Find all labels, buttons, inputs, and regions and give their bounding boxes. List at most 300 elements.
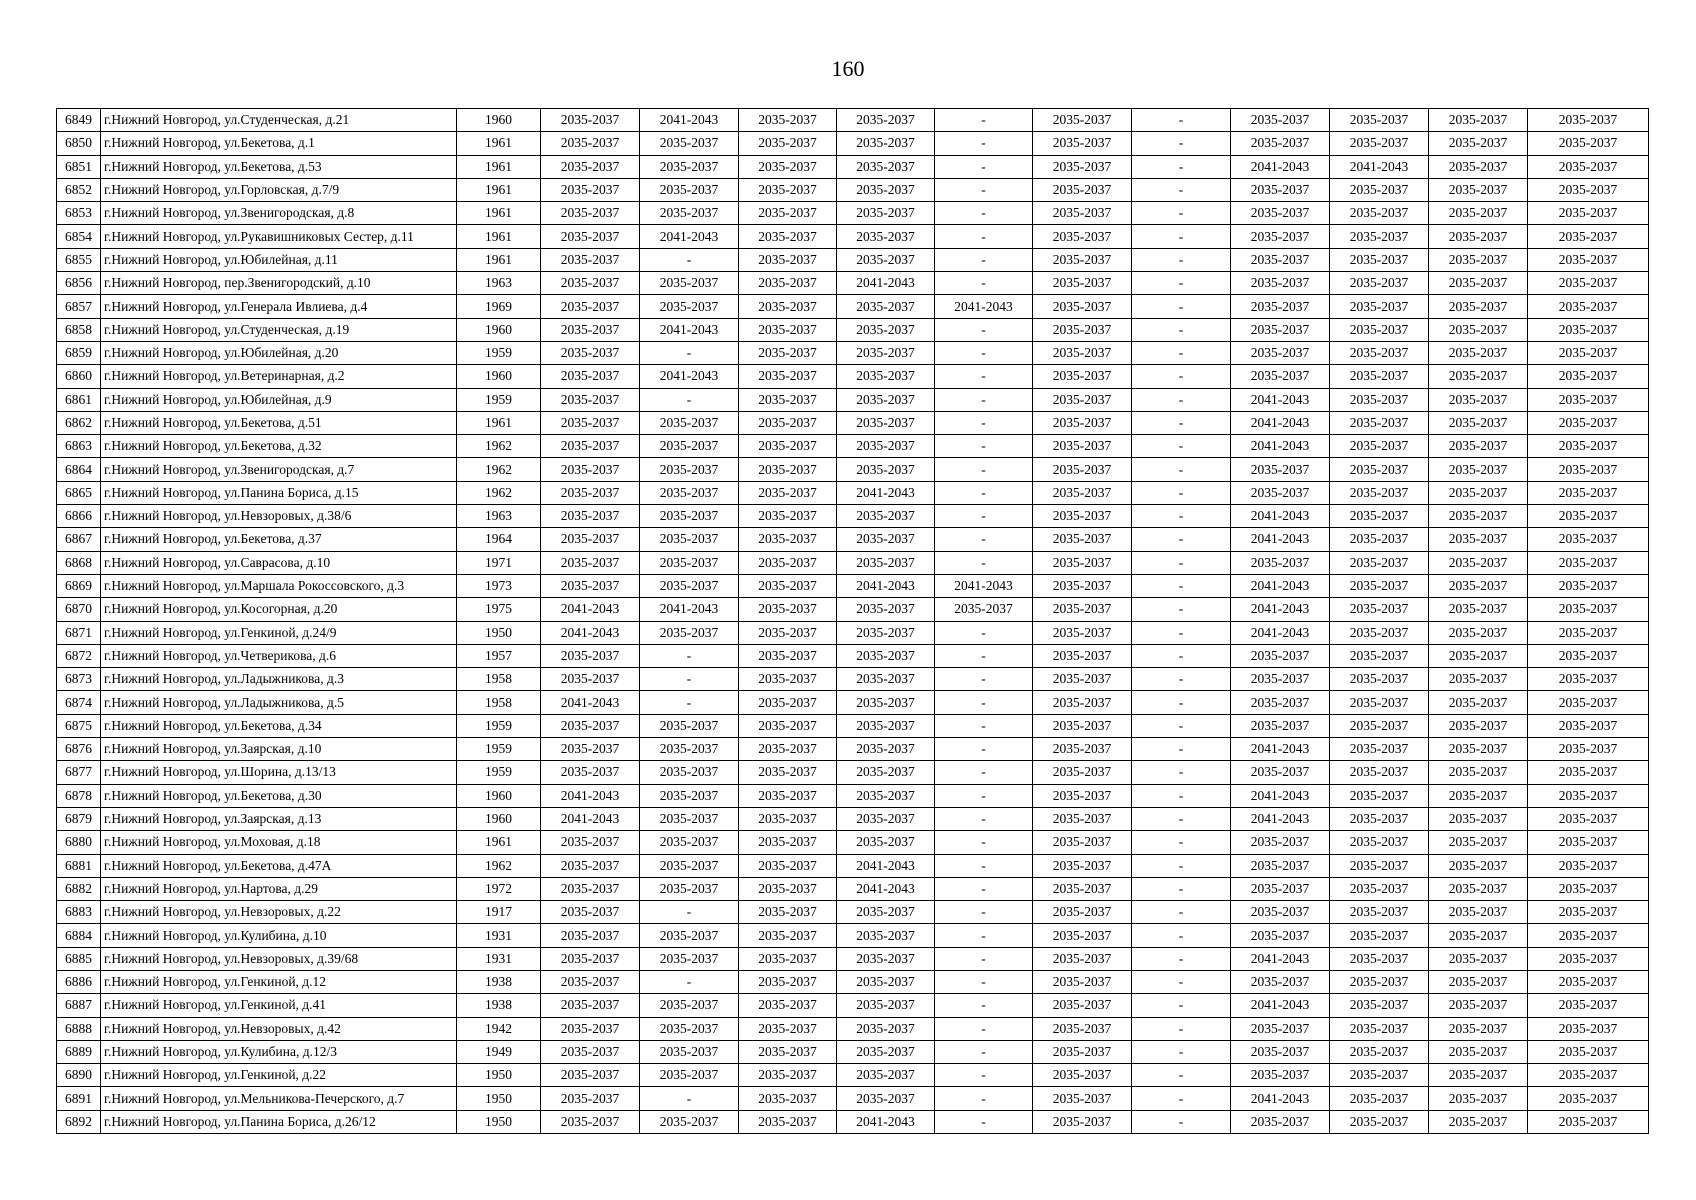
period-cell: 2035-2037 bbox=[640, 295, 739, 318]
row-number-cell: 6855 bbox=[57, 248, 101, 271]
period-cell: 2035-2037 bbox=[739, 1064, 837, 1087]
year-cell: 1961 bbox=[457, 225, 541, 248]
period-cell: 2035-2037 bbox=[1033, 481, 1132, 504]
table-row bbox=[57, 435, 1649, 458]
row-number-cell: 6890 bbox=[57, 1064, 101, 1087]
period-cell: 2035-2037 bbox=[1231, 854, 1330, 877]
period-cell: 2035-2037 bbox=[1429, 621, 1528, 644]
period-cell: 2035-2037 bbox=[1528, 1040, 1649, 1063]
address-cell: г.Нижний Новгород, ул.Рукавишниковых Сестер, д.11 bbox=[101, 225, 457, 248]
period-cell: 2035-2037 bbox=[1429, 225, 1528, 248]
period-cell: 2035-2037 bbox=[1033, 994, 1132, 1017]
address-cell: г.Нижний Новгород, ул.Невзоровых, д.42 bbox=[101, 1017, 457, 1040]
period-cell: 2035-2037 bbox=[837, 621, 935, 644]
year-cell: 1931 bbox=[457, 947, 541, 970]
year-cell: 1960 bbox=[457, 784, 541, 807]
period-cell: - bbox=[1132, 574, 1231, 597]
address-cell: г.Нижний Новгород, ул.Генкиной, д.41 bbox=[101, 994, 457, 1017]
period-cell: 2035-2037 bbox=[1231, 109, 1330, 132]
table-row bbox=[57, 691, 1649, 714]
period-cell: 2035-2037 bbox=[739, 295, 837, 318]
period-cell: 2035-2037 bbox=[1330, 178, 1429, 201]
address-cell: г.Нижний Новгород, ул.Косогорная, д.20 bbox=[101, 598, 457, 621]
year-cell: 1959 bbox=[457, 388, 541, 411]
address-cell: г.Нижний Новгород, ул.Генкиной, д.22 bbox=[101, 1064, 457, 1087]
row-number-cell: 6875 bbox=[57, 714, 101, 737]
table-row bbox=[57, 854, 1649, 877]
year-cell: 1950 bbox=[457, 1064, 541, 1087]
period-cell: 2035-2037 bbox=[640, 621, 739, 644]
period-cell: 2035-2037 bbox=[1429, 505, 1528, 528]
period-cell: 2041-2043 bbox=[640, 318, 739, 341]
row-number-cell: 6857 bbox=[57, 295, 101, 318]
period-cell: 2035-2037 bbox=[640, 1110, 739, 1133]
period-cell: 2041-2043 bbox=[1231, 505, 1330, 528]
period-cell: - bbox=[1132, 155, 1231, 178]
period-cell: 2035-2037 bbox=[1330, 272, 1429, 295]
year-cell: 1959 bbox=[457, 341, 541, 364]
period-cell: 2035-2037 bbox=[541, 411, 640, 434]
period-cell: - bbox=[935, 854, 1033, 877]
table-row bbox=[57, 341, 1649, 364]
period-cell: 2035-2037 bbox=[541, 761, 640, 784]
year-cell: 1961 bbox=[457, 155, 541, 178]
period-cell: - bbox=[935, 668, 1033, 691]
period-cell: 2041-2043 bbox=[541, 621, 640, 644]
table-row bbox=[57, 1064, 1649, 1087]
table-row bbox=[57, 505, 1649, 528]
period-cell: 2035-2037 bbox=[1528, 1087, 1649, 1110]
period-cell: 2035-2037 bbox=[1231, 248, 1330, 271]
year-cell: 1942 bbox=[457, 1017, 541, 1040]
table-row bbox=[57, 202, 1649, 225]
period-cell: 2035-2037 bbox=[1033, 155, 1132, 178]
address-cell: г.Нижний Новгород, ул.Бекетова, д.51 bbox=[101, 411, 457, 434]
period-cell: 2041-2043 bbox=[837, 854, 935, 877]
period-cell: 2041-2043 bbox=[640, 109, 739, 132]
table-row bbox=[57, 318, 1649, 341]
address-cell: г.Нижний Новгород, ул.Генкиной, д.12 bbox=[101, 970, 457, 993]
period-cell: 2035-2037 bbox=[1330, 1017, 1429, 1040]
period-cell: - bbox=[935, 1087, 1033, 1110]
row-number-cell: 6878 bbox=[57, 784, 101, 807]
period-cell: 2035-2037 bbox=[739, 411, 837, 434]
period-cell: 2035-2037 bbox=[1033, 388, 1132, 411]
address-cell: г.Нижний Новгород, ул.Звенигородская, д.7 bbox=[101, 458, 457, 481]
period-cell: 2041-2043 bbox=[1231, 738, 1330, 761]
year-cell: 1958 bbox=[457, 691, 541, 714]
period-cell: - bbox=[640, 388, 739, 411]
period-cell: 2035-2037 bbox=[1330, 644, 1429, 667]
period-cell: 2035-2037 bbox=[1231, 295, 1330, 318]
period-cell: 2035-2037 bbox=[1330, 621, 1429, 644]
period-cell: - bbox=[935, 1017, 1033, 1040]
period-cell: 2035-2037 bbox=[1330, 1064, 1429, 1087]
period-cell: 2035-2037 bbox=[1528, 551, 1649, 574]
period-cell: 2035-2037 bbox=[1429, 272, 1528, 295]
period-cell: - bbox=[1132, 1017, 1231, 1040]
period-cell: 2035-2037 bbox=[1528, 341, 1649, 364]
address-cell: г.Нижний Новгород, ул.Саврасова, д.10 bbox=[101, 551, 457, 574]
period-cell: 2035-2037 bbox=[541, 132, 640, 155]
year-cell: 1959 bbox=[457, 738, 541, 761]
period-cell: - bbox=[1132, 435, 1231, 458]
row-number-cell: 6889 bbox=[57, 1040, 101, 1063]
table-row bbox=[57, 644, 1649, 667]
period-cell: 2035-2037 bbox=[1528, 621, 1649, 644]
period-cell: - bbox=[640, 970, 739, 993]
period-cell: 2035-2037 bbox=[1528, 132, 1649, 155]
period-cell: 2035-2037 bbox=[1429, 458, 1528, 481]
table-row bbox=[57, 668, 1649, 691]
period-cell: 2035-2037 bbox=[1330, 202, 1429, 225]
address-cell: г.Нижний Новгород, ул.Моховая, д.18 bbox=[101, 831, 457, 854]
period-cell: 2035-2037 bbox=[837, 970, 935, 993]
table-row bbox=[57, 248, 1649, 271]
period-cell: 2035-2037 bbox=[1231, 714, 1330, 737]
year-cell: 1962 bbox=[457, 458, 541, 481]
row-number-cell: 6873 bbox=[57, 668, 101, 691]
period-cell: - bbox=[1132, 691, 1231, 714]
period-cell: 2035-2037 bbox=[837, 1040, 935, 1063]
period-cell: 2035-2037 bbox=[739, 994, 837, 1017]
period-cell: 2035-2037 bbox=[1231, 1064, 1330, 1087]
period-cell: 2035-2037 bbox=[541, 388, 640, 411]
period-cell: - bbox=[1132, 225, 1231, 248]
address-cell: г.Нижний Новгород, ул.Нартова, д.29 bbox=[101, 877, 457, 900]
period-cell: 2035-2037 bbox=[1033, 341, 1132, 364]
row-number-cell: 6883 bbox=[57, 901, 101, 924]
period-cell: 2035-2037 bbox=[1429, 947, 1528, 970]
period-cell: 2035-2037 bbox=[541, 1087, 640, 1110]
period-cell: - bbox=[935, 714, 1033, 737]
row-number-cell: 6886 bbox=[57, 970, 101, 993]
period-cell: 2035-2037 bbox=[1033, 574, 1132, 597]
period-cell: - bbox=[1132, 458, 1231, 481]
period-cell: - bbox=[1132, 178, 1231, 201]
period-cell: 2035-2037 bbox=[1429, 365, 1528, 388]
row-number-cell: 6854 bbox=[57, 225, 101, 248]
period-cell: 2035-2037 bbox=[739, 202, 837, 225]
period-cell: 2041-2043 bbox=[1330, 155, 1429, 178]
address-cell: г.Нижний Новгород, ул.Генерала Ивлиева, д.4 bbox=[101, 295, 457, 318]
period-cell: - bbox=[1132, 877, 1231, 900]
period-cell: 2035-2037 bbox=[1528, 388, 1649, 411]
period-cell: 2035-2037 bbox=[1033, 1064, 1132, 1087]
period-cell: 2035-2037 bbox=[1231, 341, 1330, 364]
period-cell: 2035-2037 bbox=[1033, 202, 1132, 225]
table-row bbox=[57, 574, 1649, 597]
period-cell: 2035-2037 bbox=[1033, 668, 1132, 691]
period-cell: 2035-2037 bbox=[1330, 458, 1429, 481]
period-cell: 2035-2037 bbox=[1231, 132, 1330, 155]
period-cell: 2035-2037 bbox=[1330, 1110, 1429, 1133]
row-number-cell: 6861 bbox=[57, 388, 101, 411]
period-cell: 2035-2037 bbox=[837, 155, 935, 178]
period-cell: - bbox=[1132, 411, 1231, 434]
year-cell: 1938 bbox=[457, 994, 541, 1017]
row-number-cell: 6859 bbox=[57, 341, 101, 364]
period-cell: 2035-2037 bbox=[1033, 225, 1132, 248]
period-cell: 2035-2037 bbox=[541, 831, 640, 854]
period-cell: 2035-2037 bbox=[541, 947, 640, 970]
period-cell: 2035-2037 bbox=[837, 668, 935, 691]
table-row bbox=[57, 877, 1649, 900]
period-cell: 2035-2037 bbox=[1231, 458, 1330, 481]
period-cell: 2035-2037 bbox=[1231, 668, 1330, 691]
address-cell: г.Нижний Новгород, ул.Бекетова, д.53 bbox=[101, 155, 457, 178]
period-cell: 2035-2037 bbox=[640, 481, 739, 504]
address-cell: г.Нижний Новгород, ул.Студенческая, д.21 bbox=[101, 109, 457, 132]
address-cell: г.Нижний Новгород, ул.Бекетова, д.34 bbox=[101, 714, 457, 737]
period-cell: 2035-2037 bbox=[1330, 807, 1429, 830]
period-cell: 2035-2037 bbox=[640, 947, 739, 970]
address-cell: г.Нижний Новгород, ул.Панина Бориса, д.15 bbox=[101, 481, 457, 504]
period-cell: 2035-2037 bbox=[1330, 225, 1429, 248]
period-cell: 2035-2037 bbox=[1033, 761, 1132, 784]
year-cell: 1938 bbox=[457, 970, 541, 993]
period-cell: 2035-2037 bbox=[1528, 784, 1649, 807]
address-cell: г.Нижний Новгород, ул.Бекетова, д.32 bbox=[101, 435, 457, 458]
period-cell: 2035-2037 bbox=[1330, 854, 1429, 877]
period-cell: 2035-2037 bbox=[1429, 994, 1528, 1017]
period-cell: 2035-2037 bbox=[1231, 970, 1330, 993]
period-cell: - bbox=[935, 901, 1033, 924]
period-cell: - bbox=[1132, 854, 1231, 877]
table-row bbox=[57, 831, 1649, 854]
period-cell: 2035-2037 bbox=[837, 761, 935, 784]
period-cell: - bbox=[935, 272, 1033, 295]
row-number-cell: 6877 bbox=[57, 761, 101, 784]
period-cell: - bbox=[935, 435, 1033, 458]
period-cell: - bbox=[935, 132, 1033, 155]
period-cell: 2035-2037 bbox=[1429, 295, 1528, 318]
table-row bbox=[57, 1110, 1649, 1133]
period-cell: 2035-2037 bbox=[739, 551, 837, 574]
period-cell: 2035-2037 bbox=[739, 109, 837, 132]
period-cell: 2035-2037 bbox=[739, 505, 837, 528]
period-cell: 2035-2037 bbox=[1528, 178, 1649, 201]
address-cell: г.Нижний Новгород, ул.Звенигородская, д.8 bbox=[101, 202, 457, 225]
period-cell: 2035-2037 bbox=[739, 1017, 837, 1040]
period-cell: 2041-2043 bbox=[640, 598, 739, 621]
period-cell: - bbox=[640, 668, 739, 691]
period-cell: 2041-2043 bbox=[837, 877, 935, 900]
period-cell: 2035-2037 bbox=[640, 738, 739, 761]
period-cell: 2041-2043 bbox=[541, 784, 640, 807]
period-cell: 2035-2037 bbox=[1528, 528, 1649, 551]
period-cell: 2035-2037 bbox=[1429, 318, 1528, 341]
period-cell: 2035-2037 bbox=[1330, 551, 1429, 574]
period-cell: - bbox=[935, 155, 1033, 178]
period-cell: 2035-2037 bbox=[541, 1064, 640, 1087]
period-cell: - bbox=[1132, 132, 1231, 155]
table-row bbox=[57, 970, 1649, 993]
period-cell: 2035-2037 bbox=[837, 831, 935, 854]
address-cell: г.Нижний Новгород, ул.Юбилейная, д.9 bbox=[101, 388, 457, 411]
period-cell: 2035-2037 bbox=[1429, 598, 1528, 621]
period-cell: 2035-2037 bbox=[1033, 598, 1132, 621]
period-cell: 2035-2037 bbox=[1528, 272, 1649, 295]
period-cell: 2035-2037 bbox=[837, 365, 935, 388]
period-cell: 2035-2037 bbox=[739, 132, 837, 155]
period-cell: 2035-2037 bbox=[739, 1087, 837, 1110]
period-cell: - bbox=[1132, 831, 1231, 854]
period-cell: 2035-2037 bbox=[1528, 248, 1649, 271]
period-cell: 2035-2037 bbox=[1429, 1017, 1528, 1040]
period-cell: 2035-2037 bbox=[541, 272, 640, 295]
period-cell: 2035-2037 bbox=[1429, 132, 1528, 155]
period-cell: 2035-2037 bbox=[837, 388, 935, 411]
period-cell: 2035-2037 bbox=[739, 691, 837, 714]
period-cell: 2035-2037 bbox=[1528, 1110, 1649, 1133]
period-cell: 2035-2037 bbox=[1231, 272, 1330, 295]
period-cell: - bbox=[1132, 970, 1231, 993]
period-cell: - bbox=[935, 877, 1033, 900]
period-cell: 2035-2037 bbox=[1528, 109, 1649, 132]
period-cell: 2035-2037 bbox=[640, 528, 739, 551]
period-cell: 2035-2037 bbox=[1033, 528, 1132, 551]
period-cell: 2035-2037 bbox=[1231, 225, 1330, 248]
period-cell: 2035-2037 bbox=[837, 994, 935, 1017]
period-cell: 2041-2043 bbox=[640, 365, 739, 388]
period-cell: 2035-2037 bbox=[1330, 691, 1429, 714]
period-cell: 2035-2037 bbox=[1330, 784, 1429, 807]
period-cell: 2035-2037 bbox=[1330, 598, 1429, 621]
period-cell: 2041-2043 bbox=[837, 481, 935, 504]
row-number-cell: 6851 bbox=[57, 155, 101, 178]
period-cell: 2035-2037 bbox=[1231, 202, 1330, 225]
period-cell: 2035-2037 bbox=[739, 318, 837, 341]
period-cell: 2041-2043 bbox=[935, 574, 1033, 597]
period-cell: 2035-2037 bbox=[837, 202, 935, 225]
period-cell: 2035-2037 bbox=[739, 574, 837, 597]
period-cell: 2035-2037 bbox=[1033, 248, 1132, 271]
period-cell: 2035-2037 bbox=[1429, 738, 1528, 761]
period-cell: 2035-2037 bbox=[1330, 831, 1429, 854]
row-number-cell: 6867 bbox=[57, 528, 101, 551]
period-cell: 2035-2037 bbox=[1330, 318, 1429, 341]
period-cell: 2035-2037 bbox=[1429, 1064, 1528, 1087]
year-cell: 1961 bbox=[457, 132, 541, 155]
period-cell: 2035-2037 bbox=[739, 225, 837, 248]
period-cell: 2035-2037 bbox=[1033, 1017, 1132, 1040]
period-cell: 2035-2037 bbox=[1033, 807, 1132, 830]
period-cell: 2035-2037 bbox=[640, 807, 739, 830]
period-cell: 2035-2037 bbox=[837, 225, 935, 248]
period-cell: 2035-2037 bbox=[1528, 691, 1649, 714]
period-cell: 2035-2037 bbox=[1528, 481, 1649, 504]
period-cell: - bbox=[1132, 505, 1231, 528]
period-cell: 2035-2037 bbox=[1330, 528, 1429, 551]
period-cell: 2035-2037 bbox=[640, 132, 739, 155]
table-row bbox=[57, 225, 1649, 248]
period-cell: 2035-2037 bbox=[1231, 365, 1330, 388]
table-row bbox=[57, 1017, 1649, 1040]
period-cell: 2035-2037 bbox=[1033, 178, 1132, 201]
period-cell: 2035-2037 bbox=[1033, 714, 1132, 737]
address-cell: г.Нижний Новгород, ул.Мельникова-Печерского, д.7 bbox=[101, 1087, 457, 1110]
period-cell: 2035-2037 bbox=[1330, 365, 1429, 388]
period-cell: 2035-2037 bbox=[1033, 1087, 1132, 1110]
row-number-cell: 6864 bbox=[57, 458, 101, 481]
period-cell: 2035-2037 bbox=[1429, 155, 1528, 178]
address-cell: г.Нижний Новгород, ул.Заярская, д.10 bbox=[101, 738, 457, 761]
period-cell: 2035-2037 bbox=[837, 109, 935, 132]
table-row bbox=[57, 109, 1649, 132]
period-cell: 2035-2037 bbox=[541, 528, 640, 551]
period-cell: 2035-2037 bbox=[541, 109, 640, 132]
period-cell: - bbox=[1132, 738, 1231, 761]
period-cell: 2041-2043 bbox=[541, 691, 640, 714]
period-cell: - bbox=[935, 458, 1033, 481]
year-cell: 1962 bbox=[457, 481, 541, 504]
row-number-cell: 6865 bbox=[57, 481, 101, 504]
period-cell: - bbox=[640, 1087, 739, 1110]
period-cell: 2035-2037 bbox=[1528, 598, 1649, 621]
year-cell: 1959 bbox=[457, 714, 541, 737]
period-cell: 2035-2037 bbox=[1429, 411, 1528, 434]
period-cell: 2035-2037 bbox=[739, 598, 837, 621]
year-cell: 1969 bbox=[457, 295, 541, 318]
table-row bbox=[57, 784, 1649, 807]
period-cell: 2035-2037 bbox=[541, 551, 640, 574]
period-cell: - bbox=[935, 528, 1033, 551]
period-cell: 2041-2043 bbox=[837, 272, 935, 295]
period-cell: 2035-2037 bbox=[1033, 551, 1132, 574]
period-cell: 2035-2037 bbox=[1528, 947, 1649, 970]
period-cell: 2035-2037 bbox=[837, 924, 935, 947]
period-cell: 2041-2043 bbox=[1231, 807, 1330, 830]
period-cell: 2035-2037 bbox=[541, 970, 640, 993]
period-cell: 2035-2037 bbox=[1330, 1040, 1429, 1063]
table-row bbox=[57, 388, 1649, 411]
address-cell: г.Нижний Новгород, ул.Ладыжникова, д.5 bbox=[101, 691, 457, 714]
period-cell: - bbox=[1132, 784, 1231, 807]
period-cell: 2035-2037 bbox=[1429, 831, 1528, 854]
period-cell: 2035-2037 bbox=[739, 458, 837, 481]
table-row bbox=[57, 901, 1649, 924]
year-cell: 1971 bbox=[457, 551, 541, 574]
period-cell: 2035-2037 bbox=[739, 924, 837, 947]
period-cell: 2035-2037 bbox=[1330, 924, 1429, 947]
period-cell: - bbox=[935, 784, 1033, 807]
period-cell: 2035-2037 bbox=[1033, 505, 1132, 528]
period-cell: 2041-2043 bbox=[1231, 528, 1330, 551]
period-cell: 2035-2037 bbox=[739, 668, 837, 691]
period-cell: 2041-2043 bbox=[541, 598, 640, 621]
period-cell: - bbox=[935, 947, 1033, 970]
period-cell: 2035-2037 bbox=[640, 178, 739, 201]
period-cell: 2035-2037 bbox=[1033, 784, 1132, 807]
period-cell: 2035-2037 bbox=[541, 435, 640, 458]
period-cell: - bbox=[935, 831, 1033, 854]
period-cell: - bbox=[1132, 551, 1231, 574]
period-cell: 2035-2037 bbox=[837, 784, 935, 807]
period-cell: 2035-2037 bbox=[837, 295, 935, 318]
period-cell: 2035-2037 bbox=[739, 1110, 837, 1133]
period-cell: 2035-2037 bbox=[1231, 1110, 1330, 1133]
period-cell: 2035-2037 bbox=[739, 807, 837, 830]
table-row bbox=[57, 924, 1649, 947]
table-row bbox=[57, 411, 1649, 434]
period-cell: 2041-2043 bbox=[1231, 435, 1330, 458]
period-cell: 2035-2037 bbox=[541, 668, 640, 691]
period-cell: - bbox=[1132, 598, 1231, 621]
address-cell: г.Нижний Новгород, ул.Ветеринарная, д.2 bbox=[101, 365, 457, 388]
period-cell: - bbox=[1132, 1040, 1231, 1063]
period-cell: 2035-2037 bbox=[1429, 668, 1528, 691]
